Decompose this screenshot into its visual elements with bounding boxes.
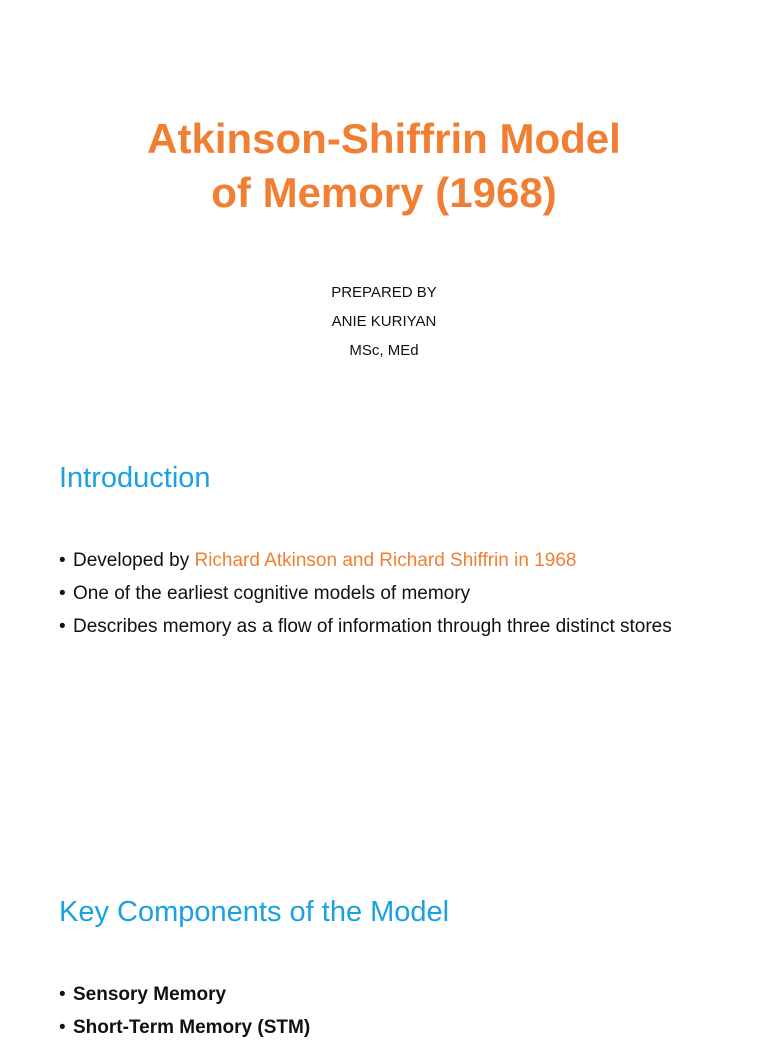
key-components-heading: Key Components of the Model xyxy=(59,896,450,928)
key-components-slide xyxy=(0,864,768,1038)
title-line-1: Atkinson-Shiffrin Model xyxy=(147,115,621,162)
bullet-sensory-memory xyxy=(59,983,699,1007)
bullet-short-term-memory-text: Short-Term Memory (STM) xyxy=(73,1017,311,1038)
presentation-title xyxy=(0,112,768,220)
key-components-bullet-list xyxy=(59,983,699,1049)
bullet-earliest-models xyxy=(59,582,699,606)
introduction-bullet-list xyxy=(59,549,699,648)
introduction-slide xyxy=(0,432,768,864)
introduction-heading: Introduction xyxy=(59,462,211,494)
bullet-developers-highlight: Richard Atkinson and Richard Shiffrin in 1968 xyxy=(194,550,577,571)
title-slide xyxy=(0,0,768,432)
bullet-developed-by-prefix: Developed by xyxy=(73,550,195,571)
prepared-by-label: PREPARED BY xyxy=(331,284,437,301)
author-credentials: MSc, MEd xyxy=(349,342,419,359)
bullet-flow-of-information-text: Describes memory as a flow of information through three distinct stores xyxy=(73,616,672,637)
bullet-flow-of-information xyxy=(59,615,699,639)
title-line-2: of Memory (1968) xyxy=(211,169,557,216)
bullet-developed-by xyxy=(59,549,699,573)
bullet-earliest-models-text: One of the earliest cognitive models of memory xyxy=(73,583,471,604)
author-name: ANIE KURIYAN xyxy=(331,313,437,330)
bullet-short-term-memory xyxy=(59,1016,699,1040)
bullet-sensory-memory-text: Sensory Memory xyxy=(73,984,227,1005)
author-byline xyxy=(0,278,768,365)
